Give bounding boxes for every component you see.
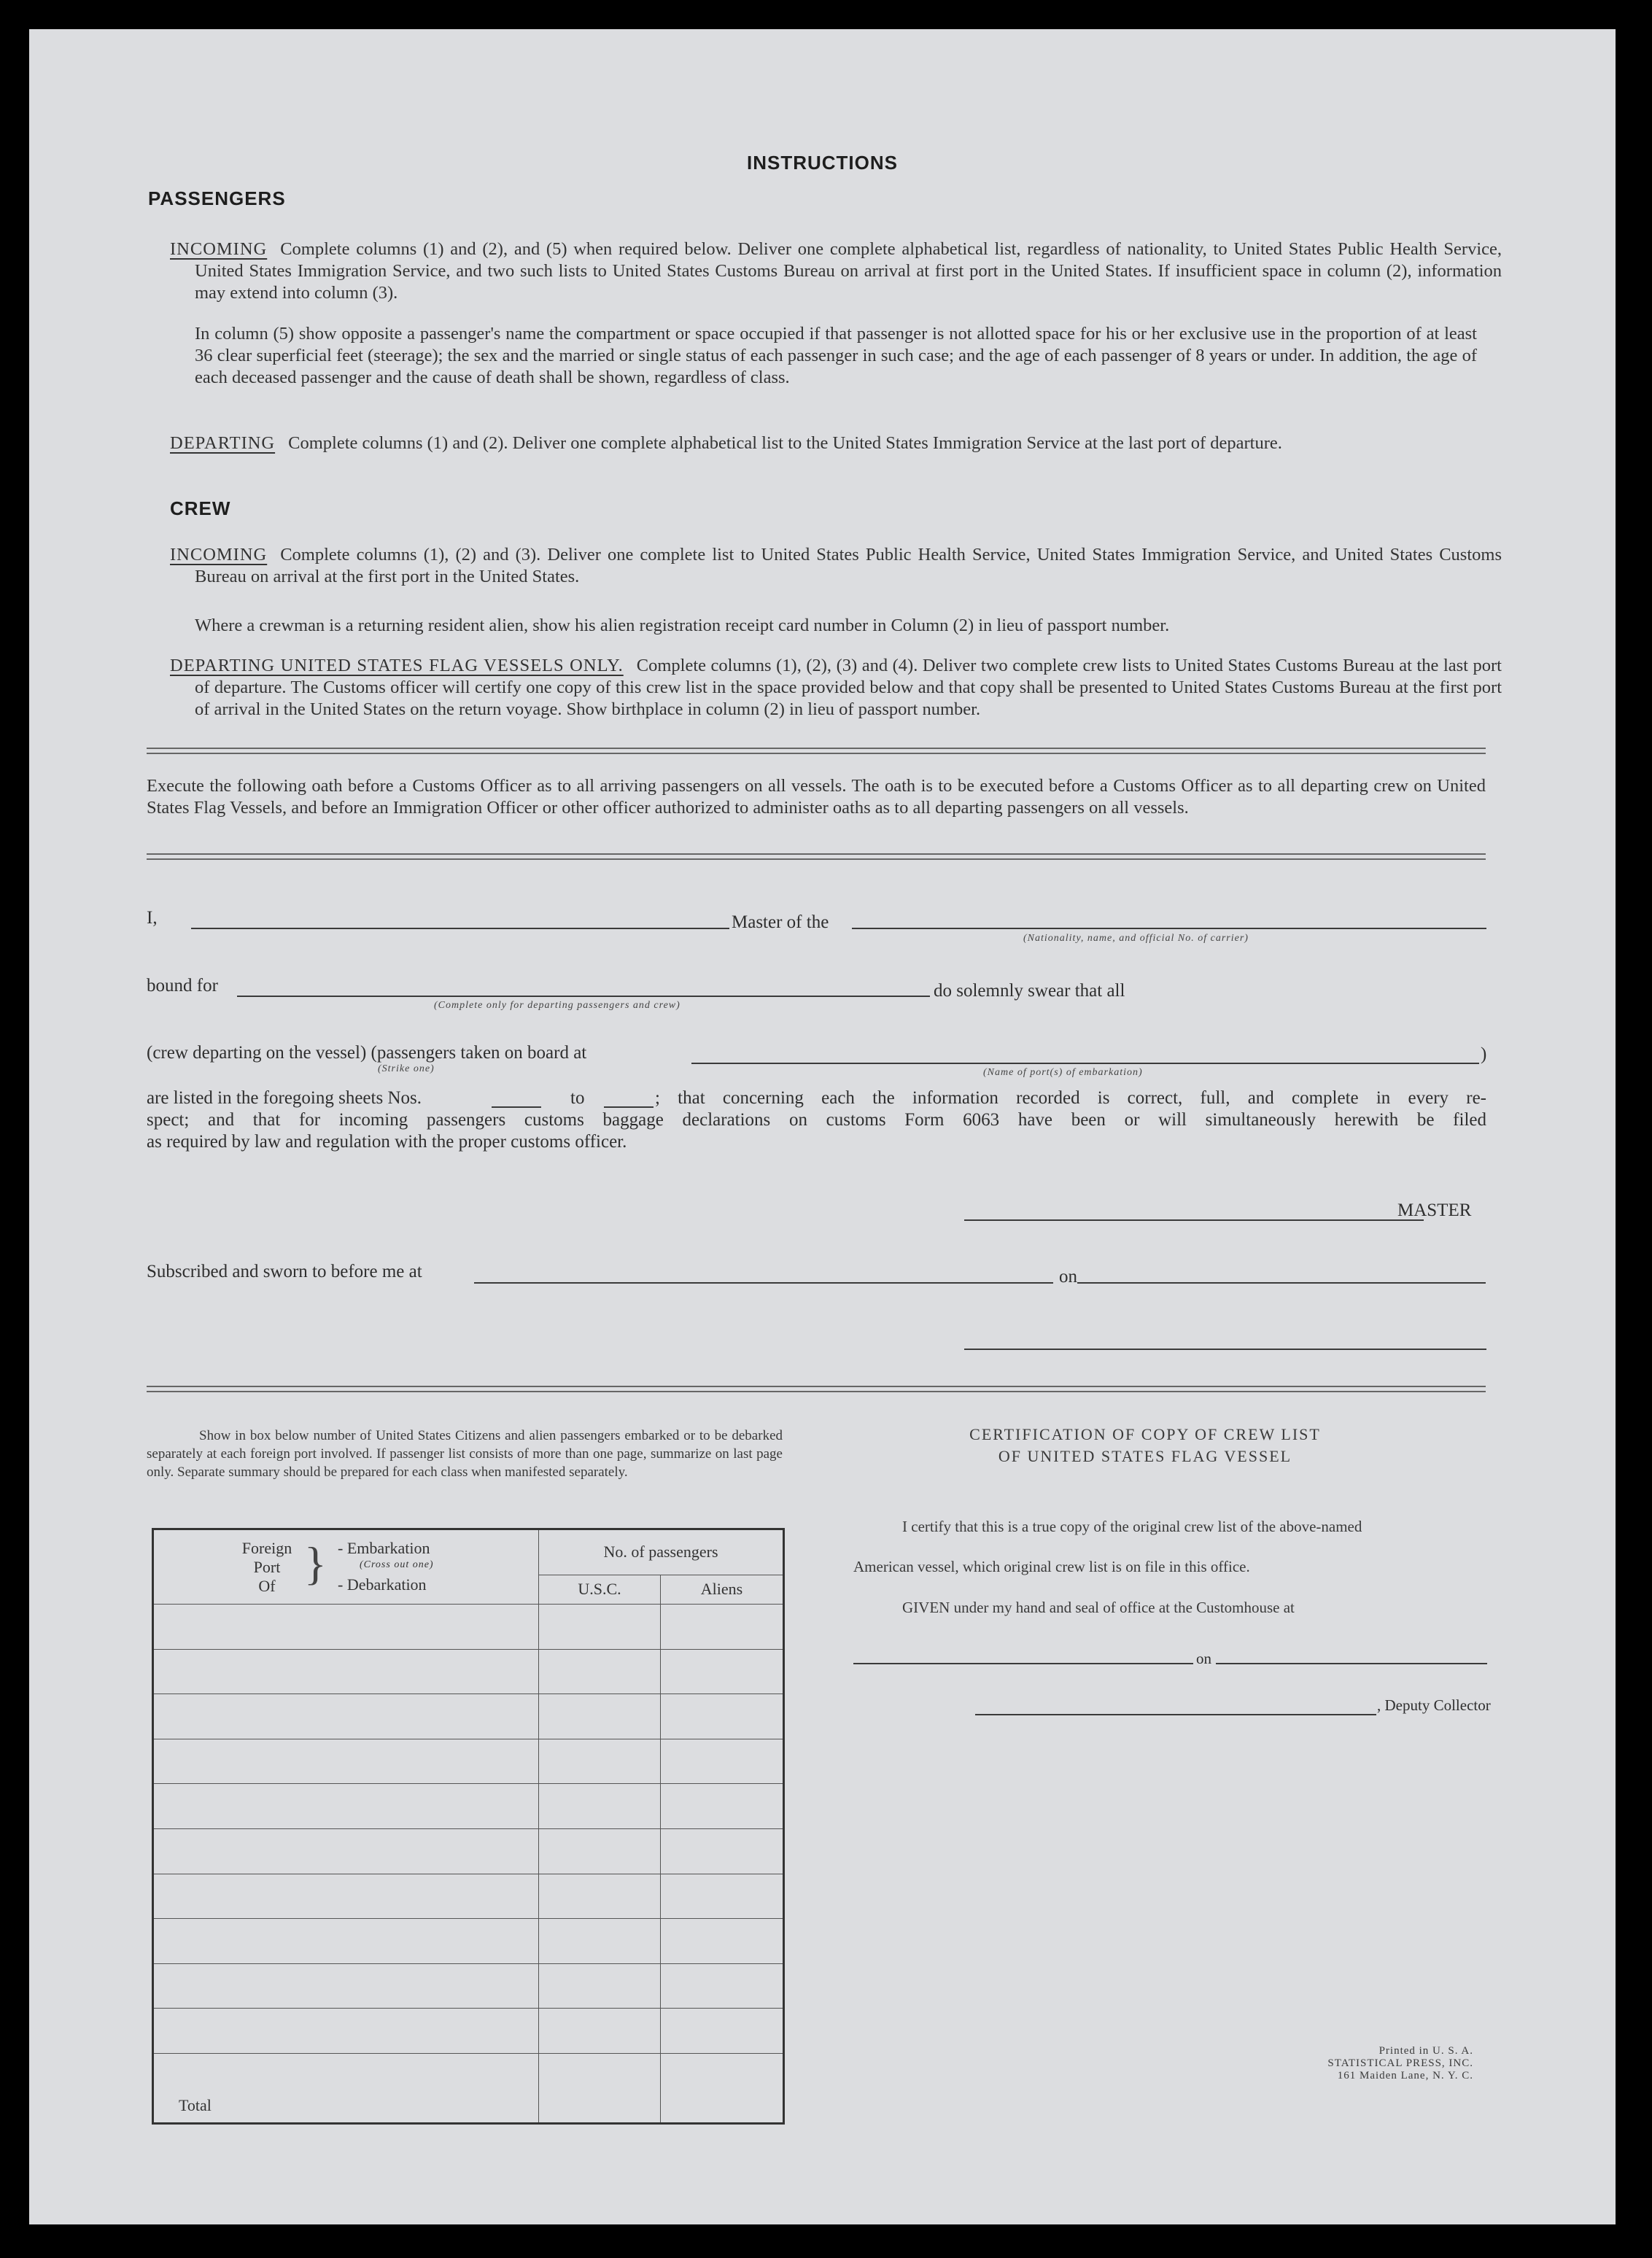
carrier-field[interactable] bbox=[852, 928, 1486, 929]
passengers-departing-label: DEPARTING bbox=[170, 433, 276, 453]
port-cell[interactable] bbox=[153, 1649, 539, 1694]
section-divider bbox=[147, 853, 1486, 860]
summary-intro: Show in box below number of United States Citizens and alien passengers embarked or to be debarked separately at each foreign port involved. If passenger list consists of more than one page, summarize on last page only. Separate summary should be prepared for each class when manifested separately. bbox=[147, 1428, 783, 1480]
crew-heading: CREW bbox=[170, 497, 231, 519]
listed-text-d: as required by law and regulation with the proper customs officer. bbox=[147, 1132, 627, 1152]
table-row bbox=[153, 1605, 784, 1650]
usc-cell[interactable] bbox=[539, 1694, 661, 1739]
usc-cell[interactable] bbox=[539, 1739, 661, 1784]
debarkation-label: - Debarkation bbox=[338, 1575, 427, 1594]
usc-cell[interactable] bbox=[539, 1874, 661, 1919]
certify-line-2: American vessel, which original crew list is on file in this office. bbox=[853, 1558, 1250, 1575]
ports-caption: (Name of port(s) of embarkation) bbox=[983, 1067, 1143, 1078]
port-cell[interactable] bbox=[153, 1874, 539, 1919]
crew-incoming-instruction bbox=[170, 544, 1502, 588]
port-cell[interactable] bbox=[153, 1784, 539, 1829]
sworn-date-field[interactable] bbox=[1077, 1282, 1486, 1284]
usc-cell[interactable] bbox=[539, 1784, 661, 1829]
passengers-incoming-instruction bbox=[170, 238, 1502, 304]
total-label: Total bbox=[153, 2053, 539, 2123]
listed-text-a: are listed in the foregoing sheets Nos. bbox=[147, 1088, 422, 1108]
no-passengers-header: No. of passengers bbox=[539, 1529, 784, 1575]
port-cell[interactable] bbox=[153, 1739, 539, 1784]
of-label: Of bbox=[258, 1577, 276, 1595]
passengers-column5-instruction: In column (5) show opposite a passenger's name the compartment or space occupied if that passenger is not allotted space for his or her exclusive use in the proportion of at least 36 clear superficial feet (steerage); the sex and the married or single status of each passenger in such case; and the age of each passenger of 8 years or under. In addition, the age of each deceased passenger and the cause of death shall be shown, regardless of class. bbox=[195, 324, 1477, 387]
table-row bbox=[153, 1963, 784, 2009]
port-cell[interactable] bbox=[153, 1919, 539, 1964]
aliens-cell[interactable] bbox=[661, 1784, 784, 1829]
passengers-heading: PASSENGERS bbox=[148, 187, 286, 209]
certify-line-1: I certify that this is a true copy of the original crew list of the above-named bbox=[902, 1518, 1362, 1535]
aliens-cell[interactable] bbox=[661, 1874, 784, 1919]
foreign-port-of bbox=[234, 1539, 300, 1596]
aliens-cell[interactable] bbox=[661, 1963, 784, 2009]
crew-incoming-label: INCOMING bbox=[170, 545, 268, 564]
port-header-cell bbox=[153, 1529, 539, 1605]
deputy-signature-field[interactable] bbox=[975, 1714, 1376, 1715]
crew-departing-clause: (crew departing on the vessel) (passengers taken on board at bbox=[147, 1043, 587, 1063]
listed-text-c: spect; and that for incoming passengers customs baggage declarations on customs Form 6063 have been or will simultaneously herewith be filed bbox=[147, 1110, 1486, 1130]
aliens-cell[interactable] bbox=[661, 1605, 784, 1650]
table-row bbox=[153, 1919, 784, 1964]
aliens-cell[interactable] bbox=[661, 1919, 784, 1964]
cert-on-label: on bbox=[1196, 1650, 1211, 1667]
table-row bbox=[153, 2009, 784, 2054]
table-row bbox=[153, 1874, 784, 1919]
deputy-collector-label: , Deputy Collector bbox=[1377, 1696, 1491, 1714]
usc-total-cell[interactable] bbox=[539, 2053, 661, 2123]
passenger-summary-table bbox=[152, 1528, 785, 2125]
master-of-label: Master of the bbox=[732, 912, 829, 932]
crew-departing-label: DEPARTING UNITED STATES FLAG VESSELS ONLY. bbox=[170, 656, 624, 675]
total-row bbox=[153, 2053, 784, 2123]
crew-departing-instruction bbox=[170, 655, 1502, 721]
usc-cell[interactable] bbox=[539, 1828, 661, 1874]
usc-cell[interactable] bbox=[539, 1649, 661, 1694]
passengers-departing-text: Complete columns (1) and (2). Deliver one complete alphabetical list to the United States Immigration Service at the last port of departure. bbox=[288, 433, 1282, 453]
sheet-from-field[interactable] bbox=[492, 1106, 541, 1108]
instructions-title: INSTRUCTIONS bbox=[747, 152, 898, 174]
usc-cell[interactable] bbox=[539, 1605, 661, 1650]
embarkation-label: - Embarkation bbox=[338, 1539, 430, 1557]
swear-text: do solemnly swear that all bbox=[934, 981, 1125, 1001]
close-paren: ) bbox=[1481, 1044, 1487, 1064]
embarkation-ports-field[interactable] bbox=[691, 1063, 1479, 1064]
customhouse-field[interactable] bbox=[853, 1663, 1193, 1664]
strike-one-caption: (Strike one) bbox=[378, 1063, 435, 1074]
passengers-incoming-text: Complete columns (1) and (2), and (5) when required below. Deliver one complete alphabetical list, regardless of nationality, to United States Public Health Service, United States Immigration Service, and two such lists to United States Customs Bureau on arrival at first port in the United States. If insufficient space in column (2), information may extend into column (3). bbox=[195, 239, 1502, 303]
master-signature-field[interactable] bbox=[964, 1219, 1424, 1221]
aliens-cell[interactable] bbox=[661, 2009, 784, 2054]
table-row bbox=[153, 1694, 784, 1739]
brace-icon: } bbox=[304, 1537, 327, 1589]
printer-imprint bbox=[1211, 2045, 1473, 2082]
aliens-total-cell[interactable] bbox=[661, 2053, 784, 2123]
port-cell[interactable] bbox=[153, 1694, 539, 1739]
subscribed-label: Subscribed and sworn to before me at bbox=[147, 1262, 422, 1281]
port-cell[interactable] bbox=[153, 2009, 539, 2054]
usc-header: U.S.C. bbox=[539, 1575, 661, 1604]
nationality-caption: (Nationality, name, and official No. of carrier) bbox=[1023, 933, 1249, 944]
aliens-cell[interactable] bbox=[661, 1694, 784, 1739]
printer-line-3: 161 Maiden Lane, N. Y. C. bbox=[1337, 2070, 1473, 2082]
form-page bbox=[29, 29, 1616, 2224]
port-cell[interactable] bbox=[153, 1605, 539, 1650]
crew-incoming-text: Complete columns (1), (2) and (3). Deliver one complete list to United States Public Health Service, United States Immigration Service, and United States Customs Bureau on arrival at the first port in the United States. bbox=[195, 545, 1502, 586]
table-row bbox=[153, 1828, 784, 1874]
table-row bbox=[153, 1649, 784, 1694]
usc-cell[interactable] bbox=[539, 1919, 661, 1964]
aliens-cell[interactable] bbox=[661, 1739, 784, 1784]
oath-intro: Execute the following oath before a Customs Officer as to all arriving passengers on all vessels. The oath is to be executed before a Customs Officer as to all departing crew on United States Flag Vessels, and before an Immigration Officer or other officer authorized to administer oaths as to all departing passengers on all vessels. bbox=[147, 776, 1486, 818]
i-label: I, bbox=[147, 908, 158, 928]
crew-departing-text: Complete columns (1), (2), (3) and (4). Deliver two complete crew lists to United States Customs Bureau at the last port of departure. The Customs officer will certify one copy of this crew list in the space provided below and that copy shall be presented to United States Customs Bureau at the first port of arrival in the United States on the return voyage. Show birthplace in column (2) in lieu of passport number. bbox=[195, 656, 1502, 719]
bound-caption: (Complete only for departing passengers and crew) bbox=[434, 1000, 680, 1011]
certification-title-2: OF UNITED STATES FLAG VESSEL bbox=[998, 1447, 1292, 1465]
cross-out-label: (Cross out one) bbox=[360, 1559, 434, 1570]
aliens-header: Aliens bbox=[661, 1575, 784, 1604]
port-cell[interactable] bbox=[153, 1828, 539, 1874]
officer-signature-field[interactable] bbox=[964, 1349, 1486, 1350]
aliens-cell[interactable] bbox=[661, 1649, 784, 1694]
destination-field[interactable] bbox=[237, 996, 930, 997]
table-row bbox=[153, 1739, 784, 1784]
sworn-on-label: on bbox=[1059, 1267, 1077, 1287]
passengers-departing-instruction bbox=[170, 432, 1502, 454]
printer-line-2: STATISTICAL PRESS, INC. bbox=[1327, 2057, 1473, 2069]
printer-line-1: Printed in U. S. A. bbox=[1378, 2045, 1473, 2057]
foreign-label: Foreign bbox=[241, 1539, 292, 1557]
listed-text-b: ; that concerning each the information recorded is correct, full, and complete in every re- bbox=[655, 1088, 1486, 1108]
usc-cell[interactable] bbox=[539, 1963, 661, 2009]
port-label: Port bbox=[253, 1558, 281, 1576]
aliens-cell[interactable] bbox=[661, 1828, 784, 1874]
sheet-to-field[interactable] bbox=[604, 1106, 654, 1108]
certification-title-1: CERTIFICATION OF COPY OF CREW LIST bbox=[969, 1425, 1321, 1443]
usc-cell[interactable] bbox=[539, 2009, 661, 2054]
sworn-location-field[interactable] bbox=[474, 1282, 1053, 1284]
cert-date-field[interactable] bbox=[1216, 1663, 1487, 1664]
listed-to-label: to bbox=[570, 1088, 585, 1108]
port-cell[interactable] bbox=[153, 1963, 539, 2009]
bound-for-label: bound for bbox=[147, 976, 218, 996]
master-label: MASTER bbox=[1397, 1200, 1472, 1220]
table-row bbox=[153, 1784, 784, 1829]
master-name-field[interactable] bbox=[191, 928, 729, 929]
crew-resident-instruction: Where a crewman is a returning resident alien, show his alien registration receipt card number in Column (2) in lieu of passport number. bbox=[195, 616, 1170, 635]
passengers-incoming-label: INCOMING bbox=[170, 239, 268, 259]
section-divider bbox=[147, 1386, 1486, 1392]
section-divider bbox=[147, 748, 1486, 754]
given-text: GIVEN under my hand and seal of office at the Customhouse at bbox=[902, 1599, 1295, 1616]
